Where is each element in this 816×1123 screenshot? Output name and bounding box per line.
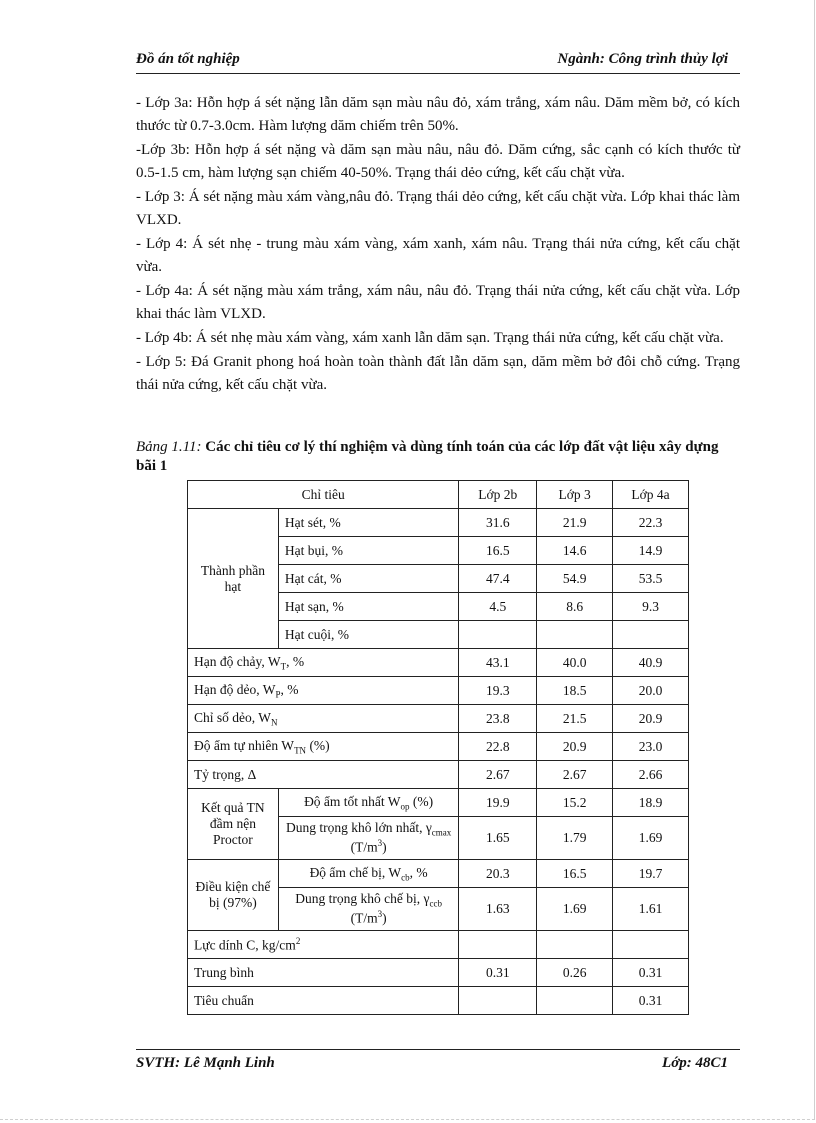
table-row <box>188 761 689 789</box>
paragraph-layer-3a: - Lớp 3a: Hỗn hợp á sét nặng lẫn dăm sạn màu nâu đỏ, xám trắng, xám nâu. Dăm mềm bở, có kích thước từ 0.7-3.0cm. Hàm lượng dăm chiếm trên 50%. <box>136 95 740 134</box>
row-label-average: Trung bình <box>188 959 459 987</box>
paragraph-layer-3: - Lớp 3: Á sét nặng màu xám vàng,nâu đỏ. Trạng thái dẻo cứng, kết cấu chặt vừa. Lớp khai thác làm VLXD. <box>136 189 740 228</box>
table-row <box>188 733 689 761</box>
paragraph-layer-4a: - Lớp 4a: Á sét nặng màu xám trắng, xám nâu, nâu đỏ. Trạng thái nửa cứng, kết cấu chặt vừa. Lớp khai thác làm VLXD. <box>136 283 740 322</box>
layer-descriptions <box>136 92 740 398</box>
cell-value: 1.63 <box>459 888 537 931</box>
table-row <box>188 987 689 1015</box>
cell-value: 21.9 <box>537 509 613 537</box>
cell-value: 53.5 <box>613 565 689 593</box>
header-layer-3: Lớp 3 <box>537 481 613 509</box>
cell-value: 14.9 <box>613 537 689 565</box>
cell-value: 19.3 <box>459 677 537 705</box>
cell-value <box>613 931 689 959</box>
header-indicator: Chỉ tiêu <box>188 481 459 509</box>
row-label: Hạt bụi, % <box>278 537 459 565</box>
cell-value: 43.1 <box>459 649 537 677</box>
grain-composition-group: Thành phần hạt <box>188 509 279 649</box>
table-row <box>188 860 689 888</box>
row-label: Hạt cuội, % <box>278 621 459 649</box>
header-layer-4a: Lớp 4a <box>613 481 689 509</box>
cell-value: 20.9 <box>613 705 689 733</box>
cell-value: 4.5 <box>459 593 537 621</box>
row-label-plasticity-index: Chỉ số dẻo, $W_N$ <box>188 705 459 733</box>
cell-value: 21.5 <box>537 705 613 733</box>
cell-value: 1.65 <box>459 817 537 860</box>
footer-class: Lớp: 48C1 <box>662 1055 728 1071</box>
table-row <box>188 509 689 537</box>
cell-value: 16.5 <box>459 537 537 565</box>
cell-value: 15.2 <box>537 789 613 817</box>
table-caption <box>136 438 740 476</box>
footer-student: SVTH: Lê Mạnh Linh <box>136 1055 275 1071</box>
cell-value: 31.6 <box>459 509 537 537</box>
table-caption-title: Các chỉ tiêu cơ lý thí nghiệm và dùng tính toán của các lớp đất vật liệu xây dựng bãi 1 <box>136 439 719 474</box>
cell-value <box>537 931 613 959</box>
cell-value: 19.7 <box>613 860 689 888</box>
table-caption-label: Bảng 1.11: <box>136 439 206 455</box>
cell-value: 20.0 <box>613 677 689 705</box>
cell-value: 1.61 <box>613 888 689 931</box>
table-row <box>188 959 689 987</box>
table-row <box>188 677 689 705</box>
cell-value: 14.6 <box>537 537 613 565</box>
row-label-prep-moisture: Độ ẩm chế bị, $W_{cb}$, % <box>278 860 459 888</box>
row-label-specific-gravity: Tỷ trọng, Δ <box>188 761 459 789</box>
cell-value <box>613 621 689 649</box>
cell-value: 1.79 <box>537 817 613 860</box>
page-footer <box>136 1049 740 1074</box>
row-label-natural-moisture: Độ ẩm tự nhiên $W_{TN}$ (%) <box>188 733 459 761</box>
row-label: Hạt sạn, % <box>278 593 459 621</box>
table-row <box>188 649 689 677</box>
cell-value: 2.67 <box>537 761 613 789</box>
cell-value: 23.0 <box>613 733 689 761</box>
table-row <box>188 931 689 959</box>
row-label: Hạt sét, % <box>278 509 459 537</box>
cell-value: 19.9 <box>459 789 537 817</box>
cell-value: 40.0 <box>537 649 613 677</box>
cell-value <box>459 931 537 959</box>
paragraph-layer-5: - Lớp 5: Đá Granit phong hoá hoàn toàn thành đất lẫn dăm sạn, dăm mềm bở đôi chỗ cứng. Trạng thái nửa cứng, kết cấu chặt vừa. <box>136 354 740 393</box>
cell-value: 40.9 <box>613 649 689 677</box>
cell-value: 1.69 <box>613 817 689 860</box>
table-row <box>188 789 689 817</box>
cell-value: 0.26 <box>537 959 613 987</box>
row-label-standard: Tiêu chuẩn <box>188 987 459 1015</box>
cell-value: 1.69 <box>537 888 613 931</box>
paragraph-layer-4b: - Lớp 4b: Á sét nhẹ màu xám vàng, xám xanh lẫn dăm sạn. Trạng thái nửa cứng, kết cấu chặt vừa. <box>136 330 724 346</box>
row-label-plastic-limit: Hạn độ dẻo, $W_P$, % <box>188 677 459 705</box>
soil-properties-table <box>187 480 689 1015</box>
cell-value: 20.3 <box>459 860 537 888</box>
cell-value: 2.67 <box>459 761 537 789</box>
paragraph-layer-3b: -Lớp 3b: Hỗn hợp á sét nặng và dăm sạn màu nâu, nâu đỏ. Dăm cứng, sắc cạnh có kích thước từ 0.5-1.5 cm, hàm lượng sạn chiếm 40-50%. Trạng thái dẻo cứng, kết cấu chặt vừa. <box>136 142 740 181</box>
header-major: Ngành: Công trình thủy lợi <box>557 51 728 67</box>
cell-value: 22.8 <box>459 733 537 761</box>
header-thesis-title: Đồ án tốt nghiệp <box>136 51 240 67</box>
cell-value: 0.31 <box>613 959 689 987</box>
paragraph-layer-4: - Lớp 4: Á sét nhẹ - trung màu xám vàng, xám xanh, xám nâu. Trạng thái nửa cứng, kết cấu chặt vừa. <box>136 236 740 275</box>
cell-value <box>459 987 537 1015</box>
cell-value: 8.6 <box>537 593 613 621</box>
cell-value: 22.3 <box>613 509 689 537</box>
cell-value: 23.8 <box>459 705 537 733</box>
cell-value: 0.31 <box>459 959 537 987</box>
table-header-row <box>188 481 689 509</box>
page-header <box>136 51 740 74</box>
cell-value: 16.5 <box>537 860 613 888</box>
table-row <box>188 705 689 733</box>
cell-value <box>537 621 613 649</box>
cell-value <box>459 621 537 649</box>
row-label-cohesion: Lực dính C, $kg/cm^2$ <box>188 931 459 959</box>
cell-value: 9.3 <box>613 593 689 621</box>
cell-value: 0.31 <box>613 987 689 1015</box>
header-layer-2b: Lớp 2b <box>459 481 537 509</box>
row-label-max-dry-density: Dung trọng khô lớn nhất, $\gamma_{cmax}$ $(T/m^3)$ <box>278 817 459 860</box>
cell-value: 47.4 <box>459 565 537 593</box>
proctor-group: Kết quả TN đầm nện Proctor <box>188 789 279 860</box>
row-label-prep-dry-density: Dung trọng khô chế bị, $\gamma_{ccb}$ $(T/m^3)$ <box>278 888 459 931</box>
cell-value: 18.5 <box>537 677 613 705</box>
row-label-optimum-moisture: Độ ẩm tốt nhất $W_{op}$ (%) <box>278 789 459 817</box>
row-label-liquid-limit: Hạn độ chảy, $W_T$, % <box>188 649 459 677</box>
cell-value: 54.9 <box>537 565 613 593</box>
cell-value <box>537 987 613 1015</box>
cell-value: 18.9 <box>613 789 689 817</box>
preparation-group: Điều kiện chế bị (97%) <box>188 860 279 931</box>
cell-value: 20.9 <box>537 733 613 761</box>
row-label: Hạt cát, % <box>278 565 459 593</box>
cell-value: 2.66 <box>613 761 689 789</box>
